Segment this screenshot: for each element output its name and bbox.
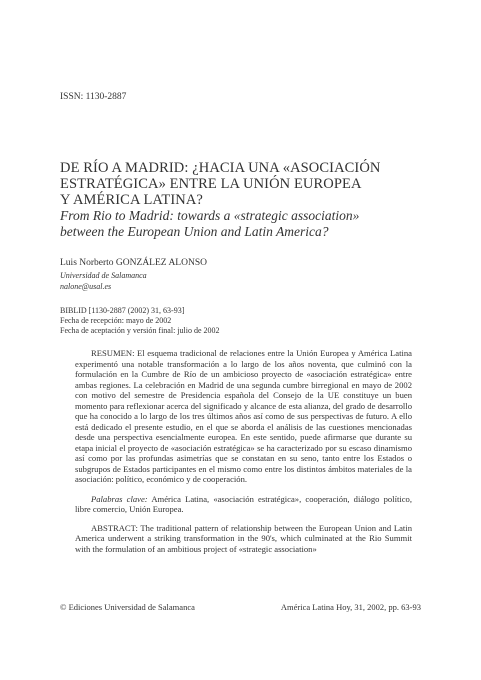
footer-citation: América Latina Hoy, 31, 2002, pp. 63-93 xyxy=(280,602,421,612)
title-line: ESTRATÉGICA» ENTRE LA UNIÓN EUROPEA xyxy=(60,176,362,192)
keywords-text: América Latina, «asociación estratégica», cooperación, diálogo político, libre comercio, Unión Europea. xyxy=(75,493,412,514)
title-line: DE RÍO A MADRID: ¿HACIA UNA «ASOCIACIÓN xyxy=(60,160,381,176)
author-email: nalone@usal.es xyxy=(60,282,112,291)
biblid-block xyxy=(60,306,220,336)
title-line: Y AMÉRICA LATINA? xyxy=(60,192,203,208)
biblid-line: Fecha de recepción: mayo de 2002 xyxy=(60,316,172,325)
resumen-paragraph: RESUMEN: El esquema tradicional de relaciones entre la Unión Europea y América Latina experimentó una notable transformación a lo largo de los años noventa, que culminó con la formulación en la Cumbre de Río de un ambicioso proyecto de «asociación estratégica» entre ambas regiones. La celebración en Madrid de una segunda cumbre birregional en mayo de 2002 con motivo del semestre de Presidencia española del Consejo de la UE constituye un buen momento para reflexionar acerca del significado y alcance de esta alianza, del grado de desarrollo que ha conocido a lo largo de los tres últimos años así como de sus perspectivas de futuro. A ello está dedicado el presente estudio, en el que se aborda el análisis de las cuestiones mencionadas desde una perspectiva esencialmente europea. En este sentido, puede afirmarse que durante su etapa inicial el proyecto de «asociación estratégica» se ha caracterizado por su escaso dinamismo así como por las profundas asimetrías que se constatan en su seno, tanto entre los Estados o subgrupos de Estados participantes en el mismo como entre los distintos ámbitos materiales de la asociación: político, económico y de cooperación. xyxy=(75,348,412,484)
issn: ISSN: 1130-2887 xyxy=(60,92,127,102)
keywords-label: Palabras clave: xyxy=(91,493,148,504)
author-name: Luis Norberto GONZÁLEZ ALONSO xyxy=(60,258,207,268)
biblid-line: Fecha de aceptación y versión final: julio de 2002 xyxy=(60,326,220,335)
title-spanish xyxy=(60,160,430,208)
title-english xyxy=(60,208,430,240)
title-line: From Rio to Madrid: towards a «strategic association» xyxy=(60,208,360,223)
abstract-english-paragraph: ABSTRACT: The traditional pattern of relationship between the European Union and Latin America underwent a striking transformation in the 90's, which culminated at the Rio Summit with the formulation of an ambitious project of «strategic association» xyxy=(75,522,412,554)
author-affiliation: Universidad de Salamanca xyxy=(60,271,147,280)
title-line: between the European Union and Latin America? xyxy=(60,224,329,239)
biblid-line: BIBLID [1130-2887 (2002) 31, 63-93] xyxy=(60,306,185,315)
footer-publisher: © Ediciones Universidad de Salamanca xyxy=(60,602,195,612)
abstract-block xyxy=(75,348,412,563)
keywords-paragraph xyxy=(75,494,412,515)
